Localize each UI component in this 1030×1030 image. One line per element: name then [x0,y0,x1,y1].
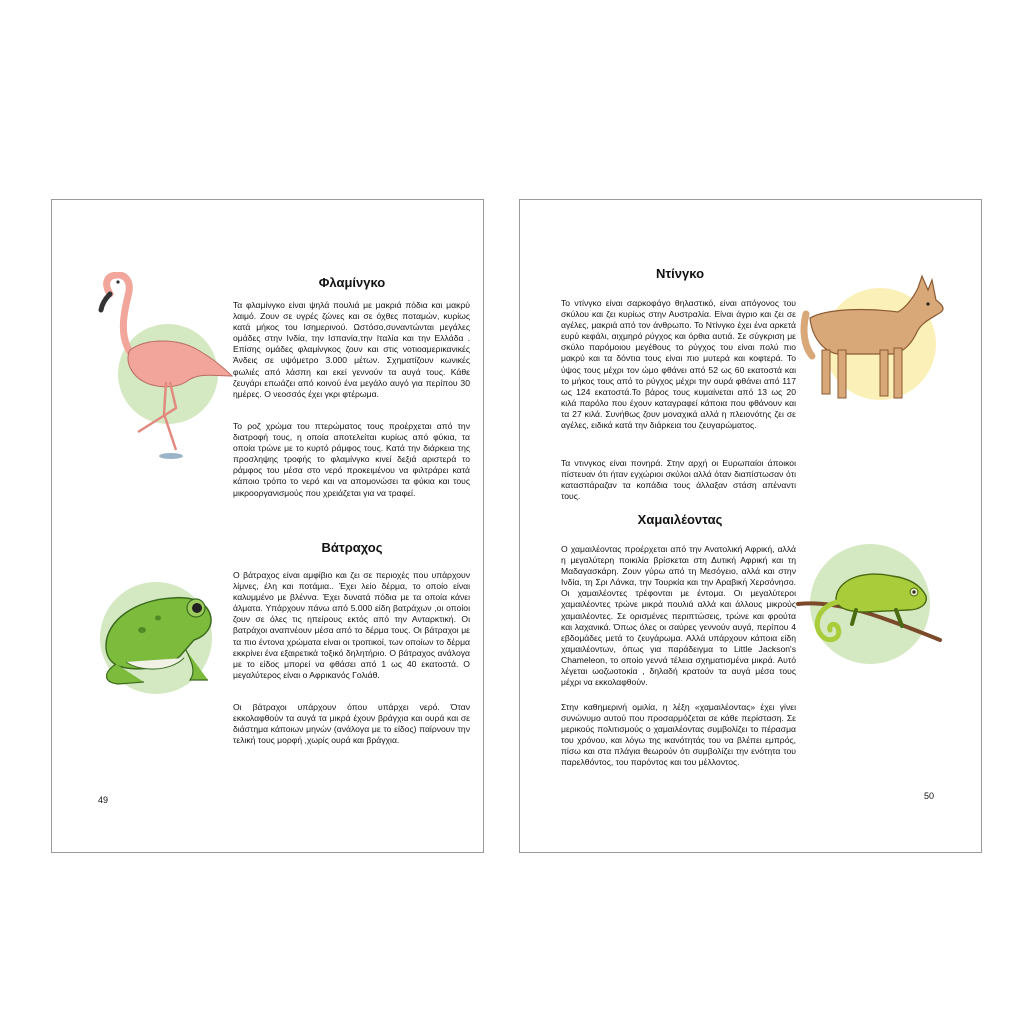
page-number: 50 [924,791,935,801]
frog-paragraph-2: Οι βάτραχοι υπάρχουν όπου υπάρχει νερό. Όταν εκκολαφθούν τα αυγά τα μικρά έχουν βράγχια και ουρά και σε διάστημα κάποιων μηνών (ανάλογα με το είδος) παίρνουν την τελική τους μορφή ,χωρίς ουρά και βράγχια. [233,702,470,746]
flamingo-title: Φλαμίνγκο [318,275,386,290]
flamingo-paragraph-2: Το ροζ χρώμα του πτερώματος τους προέρχεται από την διατροφή τους, η οποία αποτελείται κυρίως από φύκια, τα οποία τρώνε με το κυρτό ράμφος τους. Κατά την διάρκεια της προσληψης τροφής το φλαμίνγκο κινεί δεξιά αριστερά το ράμφος του μέσα στο νερό προκειμένου να φιλτράρει κατά κάποιο τρόπο το νερό και να απομονώσει τα φύκια και τους μικροοργανισμούς που χρειάζεται για να τραφεί. [233,421,470,498]
dingo-paragraph-1: Το ντίνγκο είναι σαρκοφάγο θηλαστικό, είναι απόγονος του σκύλου και ζει κυρίως στην Αυστραλία. Είναι άγριο και ζει σε αγέλες, μακριά από τον άνθρωπο. Το Ντίνγκο έχει ένα αρκετά ευρύ κεφάλι, αιχμηρό ρύγχος και όρθια αυτιά. Σε σύγκριση με σκύλο παρόμοιου μεγέθους το ρύγχος του είναι πολύ πιο μακρύ και τα δόντια τους είναι πιο μυτερά και κοφτερά. Το ύψος τους μέχρι τον ώμο φθάνει από 52 ως 60 εκατοστά και το μήκος τους από το ρύγχος μέχρι την ουρά φθάνει από 117 ως 124 εκατοστά.Το βάρος τους κυμαίνεται από 13 ως 20 κιλά παρόλο που έχουν καταγραφεί κάποια που φθάνουν και τα 27 κιλά. Συνήθως ζουν μοναχικά αλλά η πλειονότης ζει σε αγέλες, ειδικά κατά την διάρκεια του ζευγαρώματος. [561,298,796,431]
frog-paragraph-1: Ο βάτραχος είναι αμφίβιο και ζει σε περιοχές που υπάρχουν λίμνες, έλη και ποτάμια.. Έχει λείο δέρμα, το οποίο είναι καλυμμένο με βλέννα. Έχει δυνατά πόδια με τα οποία κάνει άλματα. Υπάρχουν πάνω από 5.000 είδη βατράχων ,οι οποίοι ζουν σε όλες τις ηπείρους εκτός από την Ανταρκτική. Οι βατράχοι αναπνέουν μέσα από το δέρμα τους. Οι βάτραχοι με τα πιο έντονα χρώματα είναι οι τροπικοί, των οποίων το δέρμα εκκρίνει ένα εξαιρετικά τοξικό δηλητήριο. Ο βάτραχος ανάλογα με το είδος μπορεί να φθάσει από 1 ως 40 εκατοστά. Ο μεγαλύτερος είναι ο Αφρικανός Γολιάθ. [233,570,470,680]
frog-title: Βάτραχος [321,540,383,555]
book-page-right [519,199,982,853]
flamingo-illustration [96,272,236,467]
flamingo-paragraph-1: Τα φλαμίνγκο είναι ψηλά πουλιά με μακριά πόδια και μακρύ λαιμό. Ζουν σε υγρές ζώνες και σε όχθες ποταμών, κυρίως κατά μήκος του Ισημερινού. Ωστόσο,συναντώνται μεγάλες ομάδες στην Ινδία, την Ισπανία,την Ιταλία και την Ελλάδα . Επίσης ομάδες φλαμίνγκος ζουν και στις νοτιοαμερικανικές Άνδεις σε υψόμετρο 3.000 μέτων. Σχηματίζουν κωνικές φωλιές από λάσπη και εκεί γεννούν τα αυγά τους. Κάθε ζευγάρι επωάζει από κοινού ένα μεγάλο αυγό για περίπου 30 ημέρες. Ο νεοσσός έχει γκρι φτέρωμα. [233,300,470,399]
chameleon-paragraph-1: Ο χαμαιλέοντας προέρχεται από την Ανατολική Αφρική, αλλά η μεγαλύτερη ποικιλία βρίσκεται στη Δυτική Αφρική και τη Μαδαγασκάρη. Ζουν γύρω από τη Μεσόγειο, αλλά και στην Ινδία, τη Σρι Λάνκα, την Τουρκία και την Αραβική Χερσόνησο. Οι χαμαιλέοντες τρέφονται με έντομα. Οι μεγαλύτεροι χαμαιλέοντες τρώνε μικρά πουλιά αλλά και άλλους μικρούς χαμαιλέοντες. Σε ορισμένες περιπτώσεις, τρώνε και φρούτα και λαχανικά. Όπως όλες οι σαύρες γεννούν αυγά, περίπου 4 εβδομάδες μετά το ζευγάρωμα. Αλλά υπάρχουν κάποια είδη χαμαιλέοντων, όπως για παράδειγμα το Little Jackson's Chameleon, το οποίο γεννά τέλεια σχηματισμένα μικρά. Αυτό λέγεται ωοζωοτοκία , δηλαδή κρατούν τα αυγά μέσα τους μέχρι να εκκολαφθούν. [561,544,796,688]
chameleon-title: Χαμαιλέοντας [637,512,723,527]
chameleon-illustration [796,544,944,674]
chameleon-paragraph-2: Στην καθημερινή ομιλία, η λέξη «χαμαιλέοντας» έχει γίνει συνώνυμο αυτού που προσαρμόζεται σε κάθε περίσταση. Σε μερικούς πολιτισμούς ο χαμαιλέοντας συμβολίζει το πέρασμα του χρόνου, και λόγω της ικανότητάς του να βλέπει εμπρός, πίσω και στα πλάγια θεωρούν ότι συμβολίζει την ενότητα του παρελθόντος, του παρόντος και του μέλλοντος. [561,702,796,768]
frog-illustration [96,576,236,694]
book-page-left [51,199,484,853]
dingo-paragraph-2: Τα ντινγκος είναι πονηρά. Στην αρχή οι Ευρωπαίοι άποικοι πίστευαν ότι ήταν εγχώριοι σκύλοι αλλά όταν διαπίστωσαν ότι κατασπάραζαν τα κοπάδια τους άλλαξαν στάση απέναντι τους. [561,458,796,502]
dingo-title: Ντίνγκο [655,266,705,281]
dingo-illustration [798,270,946,415]
page-number: 49 [98,795,109,805]
